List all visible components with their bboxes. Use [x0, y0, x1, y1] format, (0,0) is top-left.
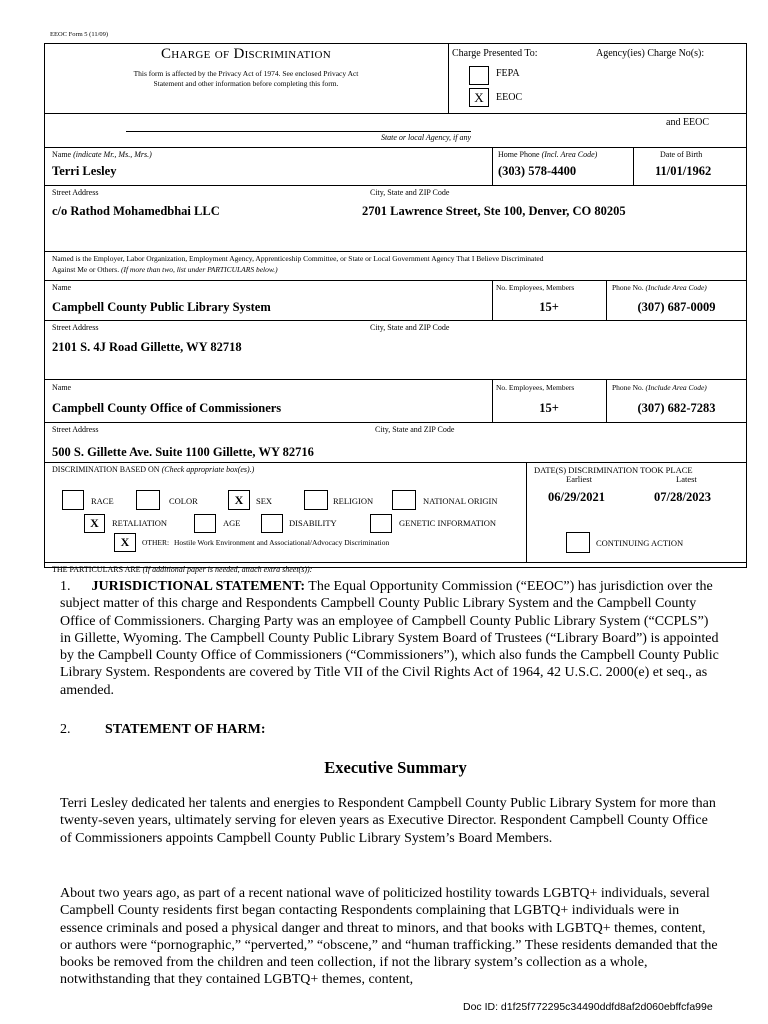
dates-label: DATE(S) DISCRIMINATION TOOK PLACE: [534, 465, 693, 475]
continuing-action-checkbox[interactable]: [566, 532, 590, 553]
executive-summary-title: Executive Summary: [324, 758, 467, 777]
national-origin-checkbox[interactable]: [392, 490, 416, 510]
agency-charge-no-label: Agency(ies) Charge No(s):: [596, 48, 705, 59]
charging-party-name: Terri Lesley: [52, 164, 117, 178]
other-text: Hostile Work Environment and Associational/Advocacy Discrimination: [174, 538, 390, 547]
respondent2-name: Campbell County Office of Commissioners: [52, 401, 282, 415]
form-id: EEOC Form 5 (11/09): [50, 31, 109, 38]
section2-number: 2.: [60, 722, 71, 737]
eeoc-label: EEOC: [496, 92, 523, 103]
retaliation-checkbox[interactable]: X: [84, 514, 105, 533]
form-title: Charge of Discrimination: [161, 46, 331, 62]
divider: [44, 147, 747, 148]
divider: [448, 43, 449, 113]
divider: [492, 147, 493, 185]
dob-value: 11/01/1962: [655, 164, 712, 178]
privacy-notice-line1: This form is affected by the Privacy Act of 1974. See enclosed Privacy Act: [133, 69, 359, 78]
respondent2-address: 500 S. Gillette Ave. Suite 1100 Gillette, WY 82716: [52, 445, 314, 459]
divider: [44, 185, 747, 186]
divider: [526, 462, 527, 562]
divider: [633, 147, 634, 185]
race-checkbox[interactable]: [62, 490, 84, 510]
sex-label: SEX: [256, 496, 273, 506]
employer-notice-line2: Against Me or Others. (If more than two, list under PARTICULARS below.): [52, 265, 278, 274]
genetic-label: GENETIC INFORMATION: [399, 518, 497, 528]
respondent1-address: 2101 S. 4J Road Gillette, WY 82718: [52, 340, 242, 354]
discrimination-label: DISCRIMINATION BASED ON (Check appropriate box(es).): [52, 465, 255, 474]
religion-label: RELIGION: [333, 496, 374, 506]
divider: [44, 422, 747, 423]
divider: [44, 379, 747, 380]
divider: [44, 462, 747, 463]
respondent2-employees-label: No. Employees, Members: [496, 383, 575, 392]
respondent2-employees: 15+: [539, 401, 559, 415]
particulars-label: THE PARTICULARS ARE (If additional paper is needed, attach extra sheet(s)):: [52, 565, 313, 574]
respondent2-name-label: Name: [52, 383, 72, 392]
divider: [126, 131, 471, 132]
divider: [44, 280, 747, 281]
divider: [44, 320, 747, 321]
respondent1-csz-label: City, State and ZIP Code: [370, 323, 450, 332]
religion-checkbox[interactable]: [304, 490, 328, 510]
respondent1-street-label: Street Address: [52, 323, 99, 332]
charging-party-city-state-zip: 2701 Lawrence Street, Ste 100, Denver, CO 80205: [362, 204, 626, 218]
name-label: Name (indicate Mr., Ms., Mrs.): [52, 150, 152, 159]
respondent1-employees: 15+: [539, 300, 559, 314]
respondent1-name-label: Name: [52, 283, 72, 292]
state-agency-label: State or local Agency, if any: [380, 133, 471, 142]
divider: [44, 562, 747, 563]
city-state-zip-label: City, State and ZIP Code: [370, 188, 450, 197]
street-address-label: Street Address: [52, 188, 99, 197]
respondent1-employees-label: No. Employees, Members: [496, 283, 575, 292]
summary-paragraph-1: Terri Lesley dedicated her talents and energies to Respondent Campbell County Public Library System for more than twenty-seven years, ultimately serving for eleven years as Executive Director. Respondent Campbell County Office of Commissioners appoints Campbell County Public Library System’s Board Members.: [60, 796, 716, 846]
disability-label: DISABILITY: [289, 518, 337, 528]
earliest-label: Earliest: [566, 474, 592, 484]
charging-party-street: c/o Rathod Mohamedbhai LLC: [52, 204, 220, 218]
respondent2-street-label: Street Address: [52, 425, 99, 434]
privacy-notice-line2: Statement and other information before completing this form.: [153, 79, 339, 88]
doc-id: Doc ID: d1f25f772295c34490ddfd8af2d060ebffcfa99e: [463, 1001, 713, 1013]
and-eeoc-label: and EEOC: [666, 117, 710, 128]
divider: [44, 251, 747, 252]
other-label: OTHER:: [142, 538, 170, 547]
race-label: RACE: [91, 496, 114, 506]
respondent2-csz-label: City, State and ZIP Code: [375, 425, 455, 434]
respondent2-phone-label: Phone No. (Include Area Code): [612, 383, 707, 392]
employer-notice-line1: Named is the Employer, Labor Organization, Employment Agency, Apprenticeship Committee, or State or Local Government Agency That I Believe Discriminated: [52, 254, 544, 263]
color-checkbox[interactable]: [136, 490, 160, 510]
charge-presented-label: Charge Presented To:: [452, 48, 538, 59]
fepa-label: FEPA: [496, 68, 520, 79]
latest-label: Latest: [676, 474, 697, 484]
disability-checkbox[interactable]: [261, 514, 283, 533]
color-label: COLOR: [169, 496, 198, 506]
continuing-action-label: CONTINUING ACTION: [596, 538, 684, 548]
retaliation-label: RETALIATION: [112, 518, 168, 528]
home-phone-value: (303) 578-4400: [498, 164, 577, 178]
latest-date: 07/28/2023: [654, 490, 711, 504]
genetic-checkbox[interactable]: [370, 514, 392, 533]
respondent1-name: Campbell County Public Library System: [52, 300, 271, 314]
age-label: AGE: [223, 518, 241, 528]
respondent1-phone-label: Phone No. (Include Area Code): [612, 283, 707, 292]
other-checkbox[interactable]: X: [114, 533, 136, 552]
jurisdictional-statement: 1. JURISDICTIONAL STATEMENT: The Equal Opportunity Commission (“EEOC”) has jurisdiction over the subject matter of this charge and Respondents Campbell County Public Library System and the Campbell County Office of Commissioners. Charging Party was an employee of Campbell County Public Library System (“CCPLS”) in Gillette, Wyoming. The Campbell County Public Library System Board of Trustees (“Library Board”) is appointed by the Campbell County Office of Commissioners (“Commissioners”), which also funds the Campbell County Public Library System. Respondents are covered by Title VII of the Civil Rights Act of 1964, 42 U.S.C. 2000(e) et seq., as amended.: [60, 579, 719, 698]
divider: [44, 113, 747, 114]
age-checkbox[interactable]: [194, 514, 216, 533]
sex-checkbox[interactable]: X: [228, 490, 250, 510]
dob-label: Date of Birth: [660, 150, 703, 159]
home-phone-label: Home Phone (Incl. Area Code): [498, 150, 598, 159]
national-origin-label: NATIONAL ORIGIN: [423, 496, 498, 506]
summary-paragraph-2: About two years ago, as part of a recent national wave of politicized hostility towards LGBTQ+ individuals, several Campbell County residents first began contacting Respondents complaining that LGBTQ+ individuals were in essence criminals and posed a physical danger and threat to minors, and that books with LGBTQ+ themes, content, or authors were “pornographic,” “perverted,” “obscene,” and “human trafficking.” These residents demanded that the books be removed from the children and teen collection, if not the library system’s collection as a whole, notwithstanding that they contained LGBTQ+ themes, content,: [60, 886, 718, 988]
fepa-checkbox[interactable]: [469, 66, 489, 85]
respondent1-phone: (307) 687-0009: [637, 300, 716, 314]
respondent2-phone: (307) 682-7283: [637, 401, 716, 415]
statement-of-harm-heading: STATEMENT OF HARM:: [105, 722, 266, 737]
earliest-date: 06/29/2021: [548, 490, 605, 504]
eeoc-checkbox[interactable]: X: [469, 88, 489, 107]
